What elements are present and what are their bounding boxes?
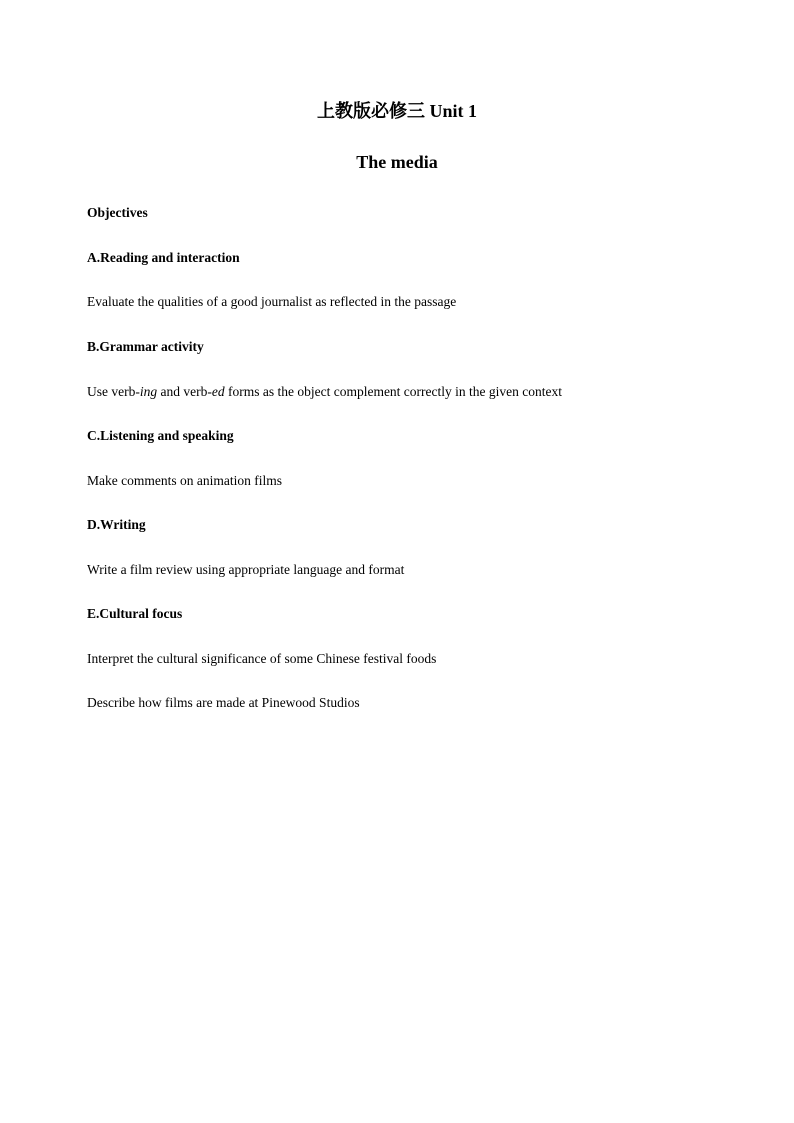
grammar-italic-ed: ed: [211, 384, 225, 399]
section-e-text-1: Interpret the cultural significance of some Chinese festival foods: [87, 651, 437, 666]
grammar-text-part: forms as the object complement correctly in the given context: [224, 384, 562, 399]
grammar-text-part: and verb-: [157, 384, 212, 399]
section-c-text: Make comments on animation films: [87, 473, 282, 488]
objectives-heading: Objectives: [87, 205, 148, 220]
section-heading-b: B.Grammar activity: [87, 339, 204, 354]
section-heading-d: D.Writing: [87, 517, 146, 532]
grammar-text-part: Use verb-: [87, 384, 140, 399]
section-heading-e: E.Cultural focus: [87, 606, 183, 621]
section-b-text: [87, 384, 562, 400]
section-heading-a: A.Reading and interaction: [87, 250, 240, 265]
section-a-text: Evaluate the qualities of a good journalist as reflected in the passage: [87, 294, 457, 309]
section-e-text-2: Describe how films are made at Pinewood Studios: [87, 695, 360, 710]
document-title: 上教版必修三 Unit 1: [316, 101, 477, 121]
section-heading-c: C.Listening and speaking: [87, 428, 234, 443]
grammar-italic-ing: ing: [139, 384, 158, 399]
section-d-text: Write a film review using appropriate language and format: [87, 562, 405, 577]
document-subtitle: The media: [356, 152, 438, 172]
